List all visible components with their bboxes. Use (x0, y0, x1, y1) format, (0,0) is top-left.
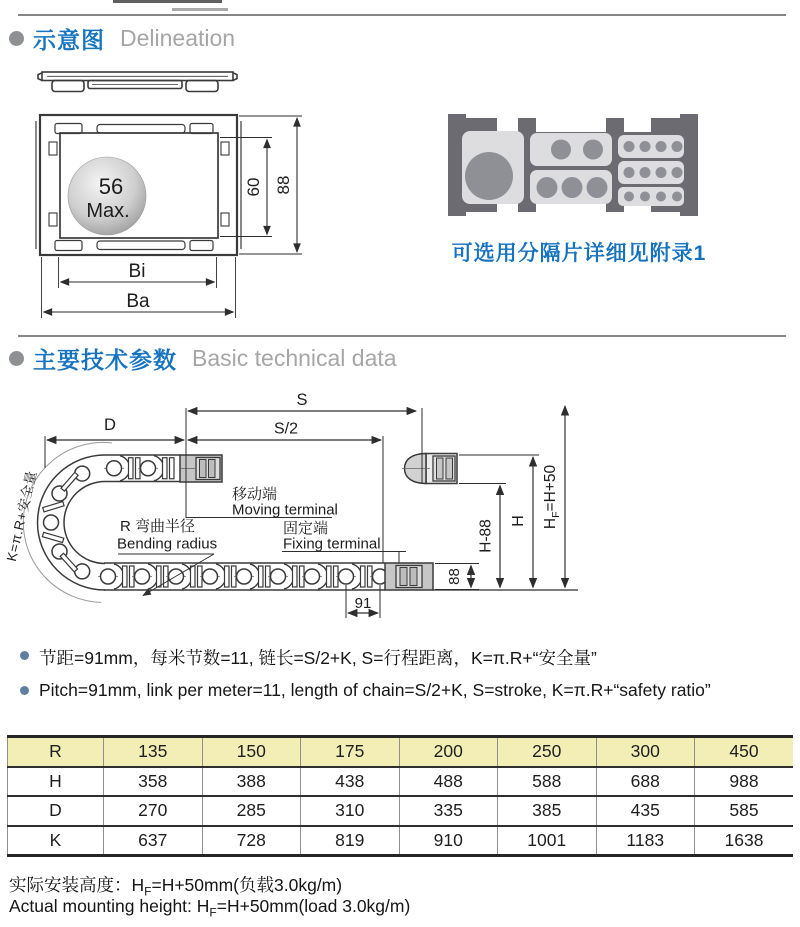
section-header-delineation (9, 24, 235, 52)
table-cell: 450 (695, 737, 794, 767)
table-cell: 488 (399, 767, 498, 797)
table-cell: R (8, 737, 104, 767)
table-cell: 637 (104, 826, 203, 856)
section-rule (18, 335, 786, 337)
detached-terminal (402, 454, 457, 484)
note-text: =H+50mm(负载3.0kg/m) (151, 875, 343, 895)
table-cell: 250 (498, 737, 597, 767)
table-cell: 588 (498, 767, 597, 797)
table-row-k (8, 826, 794, 856)
table-cell: 819 (301, 826, 400, 856)
section-title-en: Basic technical data (192, 344, 397, 371)
bullet-icon (20, 686, 29, 695)
section-bullet-icon (9, 31, 24, 46)
link-top-view-drawing (38, 72, 237, 92)
fixing-terminal-en: Fixing terminal (283, 535, 381, 553)
k-formula-label: K=π.R+安全量 (3, 469, 40, 563)
table-row-d (8, 796, 794, 826)
table-row-r (8, 737, 794, 767)
dim-bi: Bi (128, 261, 146, 282)
subscript: F (209, 905, 217, 920)
note-text: 实际安装高度：H (9, 875, 145, 895)
mounting-height-note-en (9, 896, 410, 920)
dim-h88-label: H-88 (477, 519, 495, 553)
note-text: Pitch=91mm, link per meter=11, length of chain=S/2+K, S=stroke, K=π.R+“safety ratio” (39, 680, 711, 700)
table-cell: 688 (596, 767, 695, 797)
separator-caption: 可选用分隔片详细见附录1 (451, 242, 707, 265)
ball-max-label: Max. (86, 200, 130, 222)
fixing-terminal-zh: 固定端 (283, 520, 329, 537)
table-cell: 1001 (498, 826, 597, 856)
table-cell: 385 (498, 796, 597, 826)
section-title-en: Delineation (120, 24, 236, 51)
table-cell: 270 (104, 796, 203, 826)
section-title-zh: 示意图 (33, 26, 105, 53)
bending-radius-zh: R 弯曲半径 (120, 518, 196, 535)
dim-d-label: D (104, 416, 116, 434)
dim-s2-label: S/2 (273, 420, 299, 438)
moving-terminal-zh: 移动端 (232, 486, 278, 503)
note-text: =H+50mm(load 3.0kg/m) (216, 896, 411, 916)
table-cell: 310 (301, 796, 400, 826)
note-pitch-zh (20, 645, 597, 670)
table-cell: 585 (695, 796, 794, 826)
table-cell: 150 (202, 737, 301, 767)
table-cell: 438 (301, 767, 400, 797)
note-text: Actual mounting height: H (9, 896, 210, 916)
section-title-zh: 主要技术参数 (33, 346, 177, 373)
table-cell: 1183 (596, 826, 695, 856)
dim-hf-label: $H_F=H+50$ (542, 464, 562, 530)
bullet-icon (20, 651, 29, 660)
ball-diameter-label: 56 (98, 174, 124, 199)
moving-terminal-en: Moving terminal (232, 501, 338, 519)
table-cell: 358 (104, 767, 203, 797)
dim-91-label: 91 (354, 595, 372, 612)
dim-88-outer: 88 (274, 175, 293, 195)
table-cell: 388 (202, 767, 301, 797)
scan-artifact (172, 8, 228, 11)
table-cell: 1638 (695, 826, 794, 856)
dim-60: 60 (244, 177, 263, 197)
table-cell: 135 (104, 737, 203, 767)
table-cell: H (8, 767, 104, 797)
table-row-h (8, 767, 794, 797)
table-cell: 175 (301, 737, 400, 767)
table-cell: K (8, 826, 104, 856)
table-cell: 435 (596, 796, 695, 826)
table-cell: 300 (596, 737, 695, 767)
section-bullet-icon (9, 351, 24, 366)
dim-88-chain-label: 88 (446, 568, 463, 585)
dim-s-label: S (296, 391, 308, 409)
table-cell: 200 (399, 737, 498, 767)
scan-artifact (113, 0, 222, 3)
subscript: F (144, 884, 152, 899)
bending-radius-en: Bending radius (117, 535, 218, 553)
section-header-technical (9, 344, 397, 372)
separator-option-graphic (448, 114, 698, 216)
table-cell: 728 (202, 826, 301, 856)
dim-ba: Ba (126, 291, 150, 312)
mounting-height-note-zh (9, 872, 342, 899)
fixing-terminal-block (385, 563, 433, 590)
technical-data-table (7, 735, 793, 857)
note-text: 节距=91mm，每米节数=11, 链长=S/2+K, S=行程距离，K=π.R+“安全量” (39, 648, 597, 668)
table-cell: 910 (399, 826, 498, 856)
dim-h-label: H (510, 515, 527, 527)
table-cell: 988 (695, 767, 794, 797)
table-cell: 285 (202, 796, 301, 826)
top-rule (18, 14, 786, 16)
note-pitch-en (20, 680, 711, 701)
table-cell: D (8, 796, 104, 826)
table-cell: 335 (399, 796, 498, 826)
